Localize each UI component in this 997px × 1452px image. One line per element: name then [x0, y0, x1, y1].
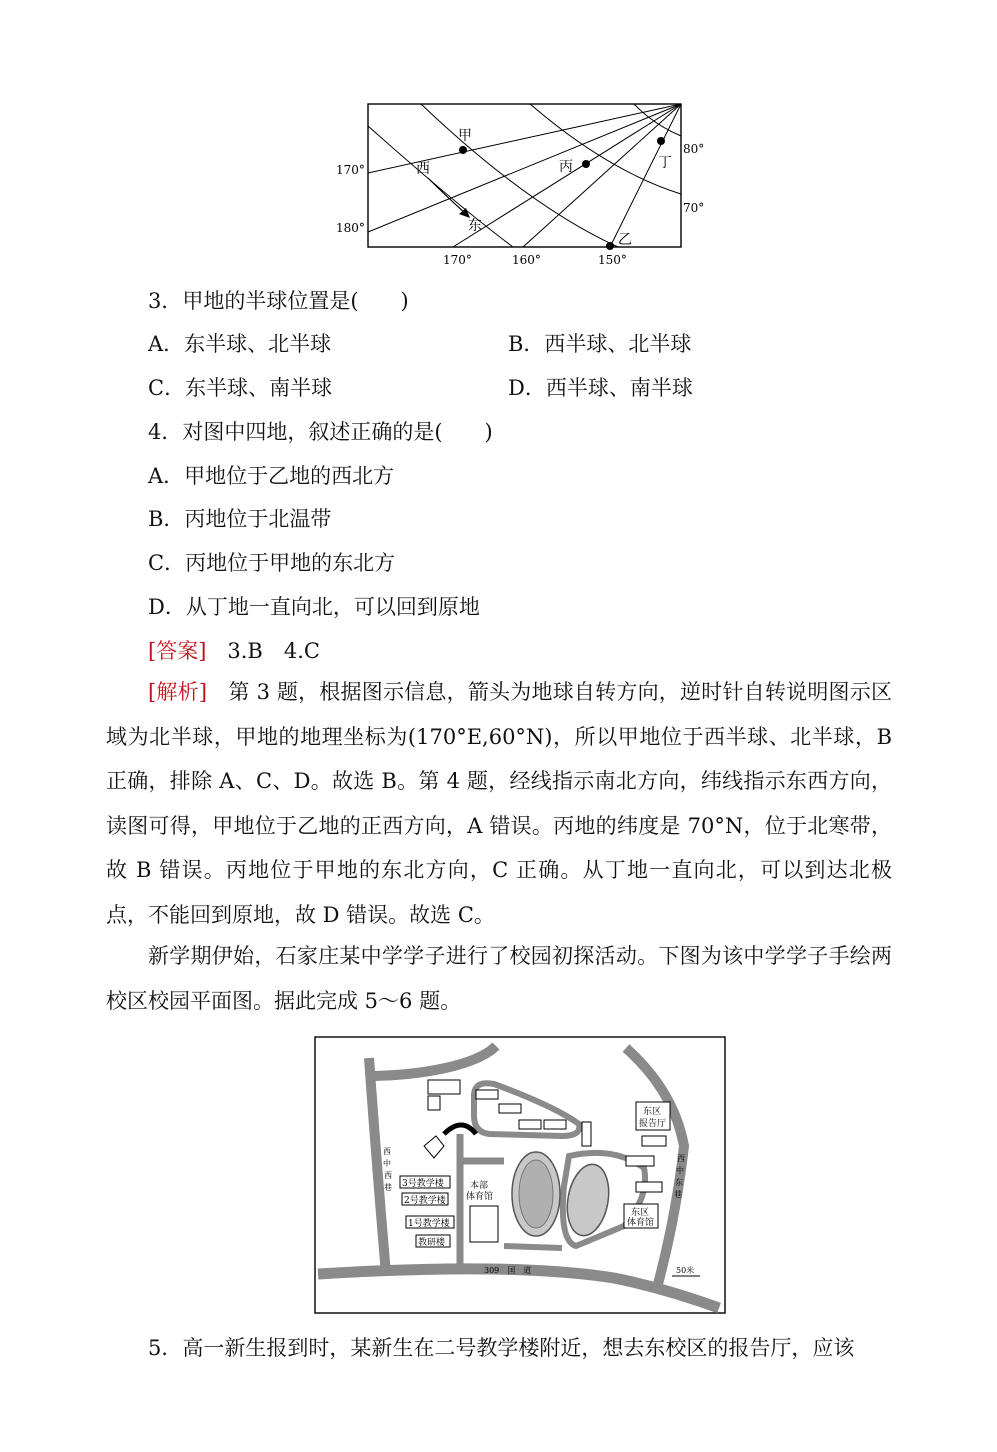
- east-hall-label-1: 东区: [643, 1107, 662, 1117]
- analysis-paragraph: [106, 670, 892, 937]
- east-gym-label-2: 体育馆: [627, 1218, 655, 1228]
- building-1-label: 1号教学楼: [408, 1219, 450, 1229]
- question-3-option-c: C．东半球、南半球: [148, 376, 333, 400]
- building: [626, 1156, 654, 1166]
- point-ding-label: 丁: [658, 155, 672, 171]
- point-jia-label: 甲: [458, 128, 472, 144]
- meridian-line: [368, 104, 681, 232]
- building: [519, 1120, 541, 1129]
- west-road-char: 西: [383, 1147, 391, 1156]
- inner-road-connector: [504, 1246, 562, 1248]
- question-4-option-c: C．丙地位于甲地的东北方: [148, 551, 396, 575]
- building: [428, 1096, 440, 1110]
- research-building-label: 教研楼: [418, 1238, 446, 1248]
- campus-map-figure: [314, 1036, 726, 1314]
- question-4-option-d: D．从丁地一直向北，可以回到原地: [148, 595, 480, 619]
- meridian-line: [368, 104, 681, 173]
- west-road-char: 巷: [384, 1183, 392, 1192]
- building: [544, 1120, 566, 1129]
- lon-150-bottom-label: 150°: [598, 253, 627, 267]
- direction-west-label: 西: [416, 161, 430, 177]
- question-4-stem: 4．对图中四地，叙述正确的是( ): [148, 420, 493, 444]
- scale-label: 50米: [676, 1266, 695, 1275]
- east-road-char: 东: [675, 1178, 683, 1187]
- graticule-figure: [328, 96, 728, 276]
- east-road-char: 巷: [674, 1190, 682, 1199]
- main-gym-label-1: 本部: [470, 1181, 489, 1191]
- point-bing-label: 丙: [559, 159, 573, 175]
- lon-170-bottom-label: 170°: [443, 253, 472, 267]
- question-3-option-b: B．西半球、北半球: [508, 332, 692, 356]
- point-yi: [606, 242, 614, 250]
- direction-east-label: 东: [468, 218, 482, 234]
- east-road-char: 中: [676, 1166, 684, 1175]
- answer-tag: [答案]: [148, 639, 207, 663]
- point-bing: [582, 160, 590, 168]
- lon-160-bottom-label: 160°: [512, 253, 541, 267]
- building: [470, 1206, 498, 1242]
- meridian-line: [610, 104, 681, 247]
- building: [476, 1090, 498, 1099]
- point-ding: [657, 137, 665, 145]
- main-gym-label-2: 体育馆: [466, 1192, 494, 1202]
- rotation-arrow: [428, 178, 466, 214]
- answer-text: 3.B 4.C: [206, 639, 320, 663]
- question-4-option-a: A．甲地位于乙地的西北方: [148, 464, 395, 488]
- parallel-arc: [368, 126, 513, 247]
- west-road-char: 中: [383, 1159, 391, 1168]
- east-road-char: 西: [677, 1154, 685, 1163]
- national-road-label: 309 国 道: [484, 1266, 532, 1275]
- parallel-arc: [421, 104, 618, 247]
- point-jia: [459, 146, 467, 154]
- question-5-stem: 5．高一新生报到时，某新生在二号教学楼附近，想去东校区的报告厅，应该: [148, 1336, 855, 1360]
- lat-80-label: 80°: [683, 142, 705, 156]
- building-2-label: 2号教学楼: [404, 1196, 446, 1206]
- building: [636, 1182, 662, 1192]
- building-3-label: 3号教学楼: [402, 1179, 444, 1189]
- map-frame: [368, 104, 681, 247]
- main-track-field: [519, 1160, 553, 1228]
- analysis-tag: [解析]: [148, 680, 208, 704]
- intro-paragraph: 新学期伊始，石家庄某中学学子进行了校园初探活动。下图为该中学学子手绘两校区校园平面图。据此完成 5～6 题。: [106, 944, 892, 1013]
- building: [642, 1136, 666, 1146]
- lon-170-left-label: 170°: [336, 163, 365, 177]
- question-3-option-d: D．西半球、南半球: [508, 376, 693, 400]
- question-4-option-b: B．丙地位于北温带: [148, 507, 332, 531]
- east-gym-label-1: 东区: [631, 1208, 650, 1218]
- question-3-option-a: A．东半球、北半球: [148, 332, 332, 356]
- analysis-text: 第 3 题，根据图示信息，箭头为地球自转方向，逆时针自转说明图示区域为北半球，甲地的地理坐标为(170°E,60°N)，所以甲地位于西半球、北半球，B 正确，排除 A、C、D。故选 B。第 4 题，经线指示南北方向，纬线指示东西方向，读图可得，甲地位于乙地的正西方向，A 错误。丙地的纬度是 70°N，位于北寒带，故 B 错误。丙地位于甲地的东北方向，C 正确。从丁地一直向北，可以到达北极点，不能回到原地，故 D 错误。故选 C。: [106, 680, 892, 927]
- lat-70-label: 70°: [683, 201, 705, 215]
- answer-line: [148, 637, 320, 665]
- point-yi-label: 乙: [618, 232, 632, 248]
- west-road-char: 西: [384, 1171, 392, 1180]
- building: [428, 1080, 460, 1094]
- question-3-stem: 3．甲地的半球位置是( ): [148, 289, 409, 313]
- meridian-line: [523, 104, 681, 247]
- east-hall-label-2: 报告厅: [639, 1119, 667, 1129]
- lon-180-left-label: 180°: [336, 221, 365, 235]
- building: [499, 1104, 521, 1113]
- building: [582, 1122, 591, 1146]
- meridian-line: [453, 104, 681, 247]
